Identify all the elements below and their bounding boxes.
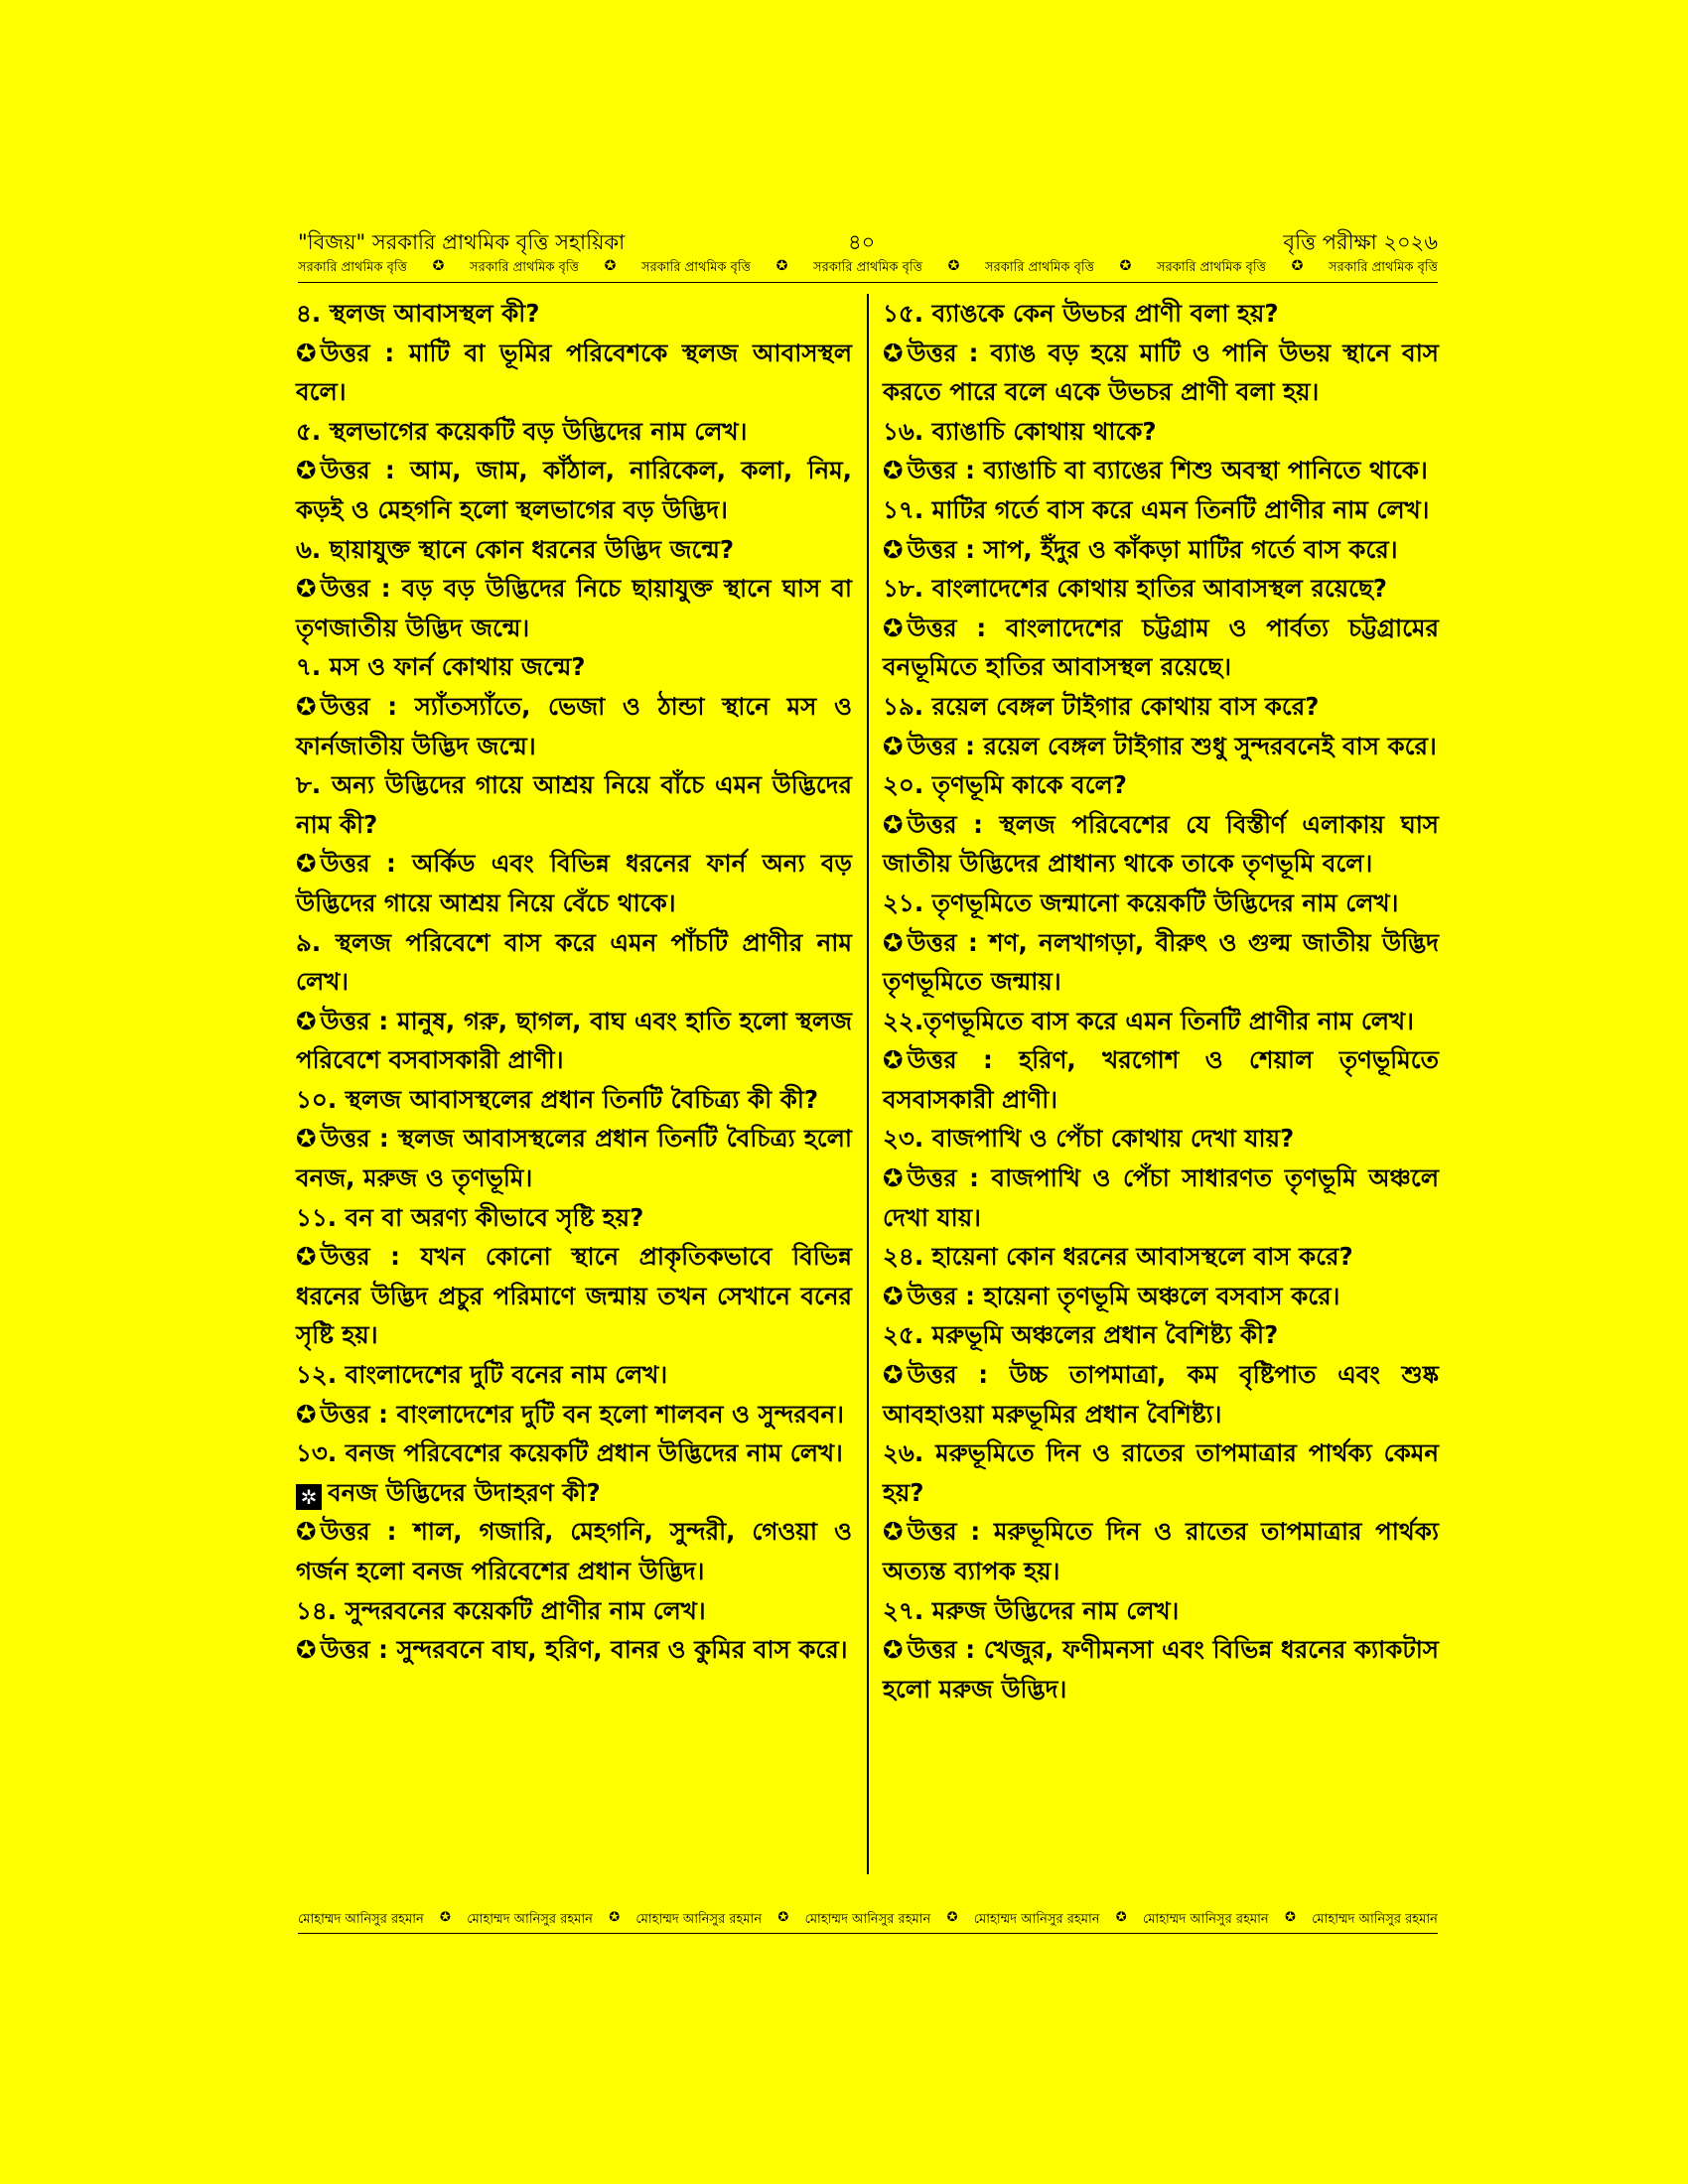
answer	[883, 334, 1439, 412]
question	[883, 1002, 1439, 1041]
answer-text: উত্তর : ব্যাঙাচি বা ব্যাঙের শিশু অবস্থা পানিতে থাকে।	[907, 456, 1428, 485]
book-title: "বিজয়" সরকারি প্রাথমিক বৃত্তি সহায়িকা	[298, 230, 626, 254]
page-number: ৪০	[848, 230, 876, 254]
star-icon: ✪	[296, 338, 317, 367]
question	[296, 1355, 852, 1395]
footer-strip	[298, 1910, 1438, 1934]
star-icon: ✪	[296, 1399, 317, 1429]
answer	[883, 923, 1439, 1002]
answer-text: উত্তর : বাংলাদেশের চট্টগ্রাম ও পার্বত্য চট্টগ্রামের বনভূমিতে হাতির আবাসস্থল রয়েছে।	[883, 613, 1439, 682]
star-icon: ✪	[296, 456, 317, 485]
question-text: ২০. তৃণভূমি কাকে বলে?	[883, 770, 1128, 800]
question-text: ১০. স্থলজ আবাসস্থলের প্রধান তিনটি বৈচিত্র্য কী কী?	[296, 1084, 819, 1114]
question-text: ১৯. রয়েল বেঙ্গল টাইগার কোথায় বাস করে?	[883, 691, 1320, 721]
question-text: ২২.তৃণভূমিতে বাস করে এমন তিনটি প্রাণীর নাম লেখ।	[883, 1006, 1414, 1035]
question	[296, 1591, 852, 1631]
question	[296, 1433, 852, 1473]
question-text: ১৬. ব্যাঙাচি কোথায় থাকে?	[883, 416, 1157, 446]
star-icon: ✪	[883, 456, 904, 485]
answer	[883, 1040, 1439, 1119]
answer-text: উত্তর : শাল, গজারি, মেহগনি, সুন্দরী, গেওয়া ও গর্জন হলো বনজ পরিবেশের প্রধান উদ্ভিদ।	[296, 1517, 852, 1585]
star-icon: ✪	[883, 1517, 904, 1547]
question-text: ২১. তৃণভূমিতে জন্মানো কয়েকটি উদ্ভিদের নাম লেখ।	[883, 887, 1399, 917]
answer-text: উত্তর : সুন্দরবনে বাঘ, হরিণ, বানর ও কুমির বাস করে।	[320, 1635, 848, 1665]
question	[883, 1591, 1439, 1631]
star-icon: ✪	[296, 574, 317, 604]
answer-text: উত্তর : যখন কোনো স্থানে প্রাকৃতিকভাবে বিভিন্ন ধরনের উদ্ভিদ প্রচুর পরিমাণে জন্মায় তখন সেখানে বনের সৃষ্টি হয়।	[296, 1242, 852, 1350]
answer	[296, 334, 852, 412]
star-icon: ✪	[296, 1124, 317, 1154]
answer	[883, 805, 1439, 884]
question-text: ৫. স্থলভাগের কয়েকটি বড় উদ্ভিদের নাম লেখ।	[296, 416, 748, 446]
star-icon: ✪	[946, 1910, 958, 1925]
question-text: ১৭. মাটির গর্তে বাস করে এমন তিনটি প্রাণীর নাম লেখ।	[883, 494, 1430, 524]
strip-text: সরকারি প্রাথমিক বৃত্তি	[1157, 260, 1266, 275]
strip-text: সরকারি প্রাথমিক বৃত্তি	[298, 260, 407, 275]
question	[296, 647, 852, 687]
star-icon: ✪	[883, 1360, 904, 1390]
question-text: বনজ উদ্ভিদের উদাহরণ কী?	[328, 1477, 601, 1507]
star-icon: ✪	[296, 1006, 317, 1035]
star-icon: ✪	[1284, 1910, 1296, 1925]
answer-text: উত্তর : স্থলজ আবাসস্থলের প্রধান তিনটি বৈচিত্র্য হলো বনজ, মরুজ ও তৃণভূমি।	[296, 1124, 852, 1193]
question-text: ৮. অন্য উদ্ভিদের গায়ে আশ্রয় নিয়ে বাঁচে এমন উদ্ভিদের নাম কী?	[296, 770, 852, 839]
star-icon: ✪	[1119, 258, 1132, 274]
answer-text: উত্তর : বাংলাদেশের দুটি বন হলো শালবন ও সুন্দরবন।	[320, 1399, 844, 1429]
page-header	[298, 226, 1438, 261]
answer	[883, 727, 1439, 766]
column-divider	[867, 294, 869, 1874]
star-icon: ✪	[296, 1242, 317, 1272]
question	[883, 687, 1439, 727]
answer	[883, 609, 1439, 687]
answer-text: উত্তর : স্থলজ পরিবেশের যে বিস্তীর্ণ এলাকায় ঘাস জাতীয় উদ্ভিদের প্রাধান্য থাকে তাকে তৃণভূমি বলে।	[883, 809, 1439, 879]
star-icon: ✪	[883, 1045, 904, 1075]
answer-text: উত্তর : মরুভূমিতে দিন ও রাতের তাপমাত্রার পার্থক্য অত্যন্ত ব্যাপক হয়।	[883, 1517, 1439, 1585]
star-icon: ✪	[883, 613, 904, 642]
question	[883, 490, 1439, 530]
star-icon: ✪	[296, 1635, 317, 1665]
question-text: ১৩. বনজ পরিবেশের কয়েকটি প্রধান উদ্ভিদের নাম লেখ।	[296, 1438, 843, 1468]
question	[883, 1119, 1439, 1159]
question	[296, 1473, 852, 1513]
answer	[296, 1630, 852, 1670]
answer-text: উত্তর : ব্যাঙ বড় হয়ে মাটি ও পানি উভয় স্থানে বাস করতে পারে বলে একে উভচর প্রাণী বলা হয়।	[883, 338, 1439, 407]
answer	[296, 1237, 852, 1355]
strip-text: মোহাম্মদ আনিসুর রহমান	[298, 1912, 424, 1927]
answer	[296, 451, 852, 529]
answer	[296, 1512, 852, 1590]
star-icon: ✪	[947, 258, 960, 274]
star-icon: ✪	[296, 691, 317, 721]
star-icon: ✪	[883, 731, 904, 760]
answer	[883, 1355, 1439, 1433]
answer	[883, 1277, 1439, 1316]
question	[883, 884, 1439, 923]
strip-text: মোহাম্মদ আনিসুর রহমান	[804, 1912, 931, 1927]
exam-title: বৃত্তি পরীক্ষা ২০২৬	[1283, 230, 1438, 254]
question-text: ১৫. ব্যাঙকে কেন উভচর প্রাণী বলা হয়?	[883, 299, 1279, 328]
question	[883, 1315, 1439, 1355]
answer-text: উত্তর : স্যাঁতস্যাঁতে, ভেজা ও ঠান্ডা স্থানে মস ও ফার্নজাতীয় উদ্ভিদ জন্মে।	[296, 691, 852, 760]
question	[883, 1237, 1439, 1277]
answer	[296, 1395, 852, 1434]
answer-text: উত্তর : বাজপাখি ও পেঁচা সাধারণত তৃণভূমি অঞ্চলে দেখা যায়।	[883, 1163, 1439, 1232]
star-icon: ✪	[883, 1163, 904, 1193]
star-icon: ✪	[883, 927, 904, 957]
answer-text: উত্তর : অর্কিড এবং বিভিন্ন ধরনের ফার্ন অন্য বড় উদ্ভিদের গায়ে আশ্রয় নিয়ে বেঁচে থাকে।	[296, 849, 852, 917]
question-text: ২৬. মরুভূমিতে দিন ও রাতের তাপমাত্রার পার্থক্য কেমন হয়?	[883, 1438, 1439, 1507]
question	[296, 923, 852, 1002]
question	[296, 765, 852, 844]
right-column	[883, 294, 1439, 1708]
question	[296, 1198, 852, 1238]
answer-text: উত্তর : বড় বড় উদ্ভিদের নিচে ছায়াযুক্ত স্থানে ঘাস বা তৃণজাতীয় উদ্ভিদ জন্মে।	[296, 574, 852, 642]
question-text: ৯. স্থলজ পরিবেশে বাস করে এমন পাঁচটি প্রাণীর নাম লেখ।	[296, 927, 852, 997]
star-icon: ✪	[883, 1635, 904, 1665]
question	[296, 530, 852, 570]
header-strip	[298, 258, 1438, 283]
question	[883, 765, 1439, 805]
answer-text: উত্তর : খেজুর, ফণীমনসা এবং বিভিন্ন ধরনের ক্যাকটাস হলো মরুজ উদ্ভিদ।	[883, 1635, 1439, 1704]
answer	[296, 687, 852, 765]
answer	[296, 1119, 852, 1197]
strip-text: সরকারি প্রাথমিক বৃত্তি	[470, 260, 579, 275]
question-text: ২৭. মরুজ উদ্ভিদের নাম লেখ।	[883, 1595, 1180, 1625]
star-icon: ✪	[1291, 258, 1304, 274]
answer	[296, 569, 852, 647]
star-icon: ✪	[775, 258, 788, 274]
strip-text: সরকারি প্রাথমিক বৃত্তি	[985, 260, 1094, 275]
answer-text: উত্তর : মানুষ, গরু, ছাগল, বাঘ এবং হাতি হলো স্থলজ পরিবেশে বসবাসকারী প্রাণী।	[296, 1006, 852, 1075]
question-text: ১১. বন বা অরণ্য কীভাবে সৃষ্টি হয়?	[296, 1202, 644, 1232]
left-column	[296, 294, 852, 1670]
answer	[296, 844, 852, 922]
star-icon: ✪	[883, 809, 904, 839]
star-icon: ✪	[609, 1910, 621, 1925]
strip-text: মোহাম্মদ আনিসুর রহমান	[973, 1912, 1100, 1927]
star-icon: ✪	[883, 534, 904, 564]
question-text: ৪. স্থলজ আবাসস্থল কী?	[296, 299, 540, 328]
star-icon: ✪	[296, 1517, 317, 1547]
question	[883, 412, 1439, 452]
strip-text: সরকারি প্রাথমিক বৃত্তি	[1329, 260, 1438, 275]
question-text: ১২. বাংলাদেশের দুটি বনের নাম লেখ।	[296, 1360, 668, 1390]
answer-text: উত্তর : মাটি বা ভূমির পরিবেশকে স্থলজ আবাসস্থল বলে।	[296, 338, 852, 407]
strip-text: মোহাম্মদ আনিসুর রহমান	[1142, 1912, 1269, 1927]
pattern-icon: ✲	[296, 1484, 322, 1510]
star-icon: ✪	[883, 338, 904, 367]
question	[883, 1433, 1439, 1512]
content-columns	[296, 294, 1440, 1874]
answer-text: উত্তর : আম, জাম, কাঁঠাল, নারিকেল, কলা, নিম, কড়ই ও মেহগনি হলো স্থলভাগের বড় উদ্ভিদ।	[296, 456, 852, 524]
star-icon: ✪	[440, 1910, 451, 1925]
question-text: ২৪. হায়েনা কোন ধরনের আবাসস্থলে বাস করে?	[883, 1242, 1353, 1272]
answer	[883, 530, 1439, 570]
question	[296, 1080, 852, 1120]
question	[883, 569, 1439, 609]
question	[883, 294, 1439, 334]
answer-text: উত্তর : রয়েল বেঙ্গল টাইগার শুধু সুন্দরবনেই বাস করে।	[907, 731, 1437, 760]
strip-text: মোহাম্মদ আনিসুর রহমান	[467, 1912, 593, 1927]
star-icon: ✪	[777, 1910, 789, 1925]
answer-text: উত্তর : সাপ, ইঁদুর ও কাঁকড়া মাটির গর্তে বাস করে।	[907, 534, 1398, 564]
answer-text: উত্তর : শণ, নলখাগড়া, বীরুৎ ও গুল্ম জাতীয় উদ্ভিদ তৃণভূমিতে জন্মায়।	[883, 927, 1439, 997]
star-icon: ✪	[883, 1281, 904, 1310]
question-text: ১৮. বাংলাদেশের কোথায় হাতির আবাসস্থল রয়েছে?	[883, 574, 1387, 604]
strip-text: সরকারি প্রাথমিক বৃত্তি	[813, 260, 922, 275]
answer-text: উত্তর : উচ্চ তাপমাত্রা, কম বৃষ্টিপাত এবং শুষ্ক আবহাওয়া মরুভূমির প্রধান বৈশিষ্ট্য।	[883, 1360, 1439, 1429]
strip-text: মোহাম্মদ আনিসুর রহমান	[1312, 1912, 1438, 1927]
question-text: ৭. মস ও ফার্ন কোথায় জন্মে?	[296, 652, 586, 682]
strip-text: সরকারি প্রাথমিক বৃত্তি	[641, 260, 751, 275]
answer-text: উত্তর : হায়েনা তৃণভূমি অঞ্চলে বসবাস করে।	[907, 1281, 1340, 1310]
answer-text: উত্তর : হরিণ, খরগোশ ও শেয়াল তৃণভূমিতে বসবাসকারী প্রাণী।	[883, 1045, 1439, 1114]
star-icon: ✪	[432, 258, 445, 274]
answer	[883, 1630, 1439, 1708]
strip-text: মোহাম্মদ আনিসুর রহমান	[635, 1912, 763, 1927]
star-icon: ✪	[604, 258, 617, 274]
question-text: ১৪. সুন্দরবনের কয়েকটি প্রাণীর নাম লেখ।	[296, 1595, 706, 1625]
answer	[883, 1159, 1439, 1237]
answer	[883, 451, 1439, 490]
question-text: ৬. ছায়াযুক্ত স্থানে কোন ধরনের উদ্ভিদ জন্মে?	[296, 534, 735, 564]
star-icon: ✪	[296, 849, 317, 879]
question	[296, 412, 852, 452]
question-text: ২৫. মরুভূমি অঞ্চলের প্রধান বৈশিষ্ট্য কী?	[883, 1320, 1279, 1350]
answer	[296, 1002, 852, 1080]
question	[296, 294, 852, 334]
star-icon: ✪	[1115, 1910, 1127, 1925]
answer	[883, 1512, 1439, 1590]
question-text: ২৩. বাজপাখি ও পেঁচা কোথায় দেখা যায়?	[883, 1124, 1295, 1154]
